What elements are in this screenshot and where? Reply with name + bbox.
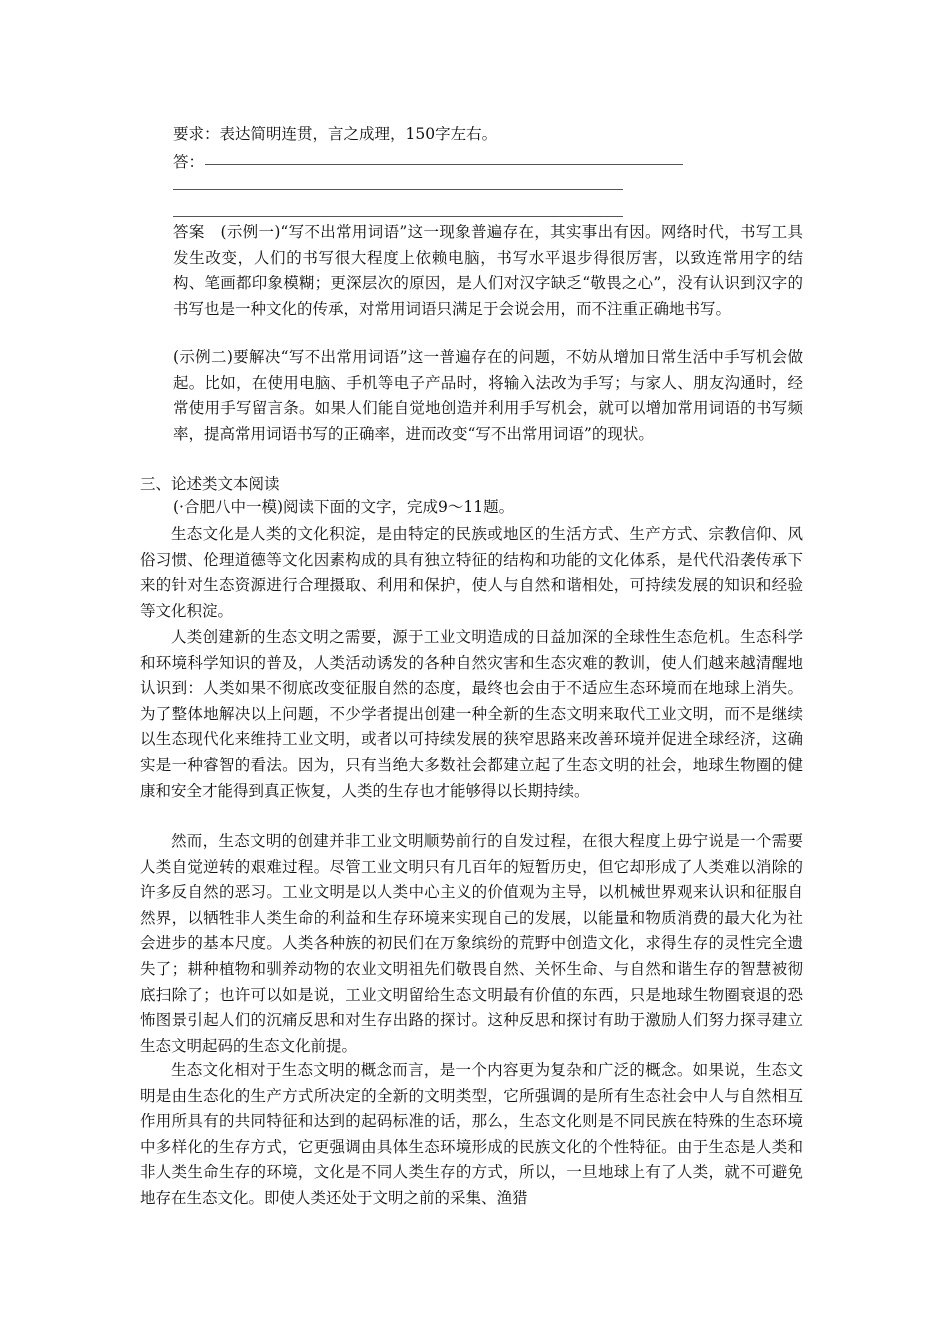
answer-blank-line-2 [173,189,623,190]
answer-example-1: 答案 (示例一)“写不出常用词语”这一现象普遍存在，其实事出有因。网络时代，书写工具发生改变，人们的书写很大程度上依赖电脑，书写水平退步得很厉害，以致连常用字的结构、笔画都印象模糊；更深层次的原因，是人们对汉字缺乏“敬畏之心”，没有认识到汉字的书写也是一种文化的传承，对常用词语只满足于会说会用，而不注重正确地书写。 [173,223,803,318]
answer-blank-line-1 [205,164,683,165]
passage-paragraph-4: 生态文化相对于生态文明的概念而言，是一个内容更为复杂和广泛的概念。如果说，生态文明是由生态化的生产方式所决定的全新的文明类型，它所强调的是所有生态社会中人与自然相互作用所具有的共同特征和达到的起码标准的话，那么，生态文化则是不同民族在特殊的生态环境中多样化的生存方式，它更强调由具体生态环境形成的民族文化的个性特征。由于生态是人类和非人类生命生存的环境，文化是不同人类生存的方式，所以，一旦地球上有了人类，就不可避免地存在生态文化。即使人类还处于文明之前的采集、渔猎 [140,1061,803,1207]
answer-blank-line-3 [173,216,623,217]
passage-paragraph-2: 人类创建新的生态文明之需要，源于工业文明造成的日益加深的全球性生态危机。生态科学和环境科学知识的普及，人类活动诱发的各种自然灾害和生态灾难的教训，使人们越来越清醒地认识到：人类如果不彻底改变征服自然的态度，最终也会由于不适应生态环境而在地球上消失。为了整体地解决以上问题，不少学者提出创建一种全新的生态文明来取代工业文明，而不是继续以生态现代化来维持工业文明，或者以可持续发展的狭窄思路来改善环境并促进全球经济，这确实是一种睿智的看法。因为，只有当绝大多数社会都建立起了生态文明的社会，地球生物圈的健康和安全才能得到真正恢复，人类的生存也才能够得以长期持续。 [140,628,803,800]
answer-example-2: (示例二)要解决“写不出常用词语”这一普遍存在的问题，不妨从增加日常生活中手写机会做起。比如，在使用电脑、手机等电子产品时，将输入法改为手写；与家人、朋友沟通时，经常使用手写留言条。如果人们能自觉地创造并利用手写机会，就可以增加常用词语的书写频率，提高常用词语书写的正确率，进而改变“写不出常用词语”的现状。 [173,348,803,443]
answer-requirement: 要求：表达简明连贯，言之成理，150字左右。 [173,125,498,143]
question-source: (·合肥八中一模)阅读下面的文字，完成9～11题。 [173,498,515,516]
section-3-title: 三、论述类文本阅读 [140,475,280,493]
passage-paragraph-3: 然而，生态文明的创建并非工业文明顺势前行的自发过程，在很大程度上毋宁说是一个需要人类自觉逆转的艰难过程。尽管工业文明只有几百年的短暂历史，但它却形成了人类难以消除的许多反自然的恶习。工业文明是以人类中心主义的价值观为主导，以机械世界观来认识和征服自然界，以牺牲非人类生命的利益和生存环境来实现自己的发展，以能量和物质消费的最大化为社会进步的基本尺度。人类各种族的初民们在万象缤纷的荒野中创造文化，求得生存的灵性完全遗失了；耕种植物和驯养动物的农业文明祖先们敬畏自然、关怀生命、与自然和谐生存的智慧被彻底扫除了；也许可以如是说，工业文明留给生态文明最有价值的东西，只是地球生物圈衰退的恐怖图景引起人们的沉痛反思和对生存出路的探讨。这种反思和探讨有助于激励人们努力探寻建立生态文明起码的生态文化前提。 [140,832,803,1055]
answer-label: 答： [173,153,205,171]
passage-paragraph-1: 生态文化是人类的文化积淀，是由特定的民族或地区的生活方式、生产方式、宗教信仰、风俗习惯、伦理道德等文化因素构成的具有独立特征的结构和功能的文化体系，是代代沿袭传承下来的针对生态资源进行合理摄取、利用和保护，使人与自然和谐相处，可持续发展的知识和经验等文化积淀。 [140,525,803,620]
